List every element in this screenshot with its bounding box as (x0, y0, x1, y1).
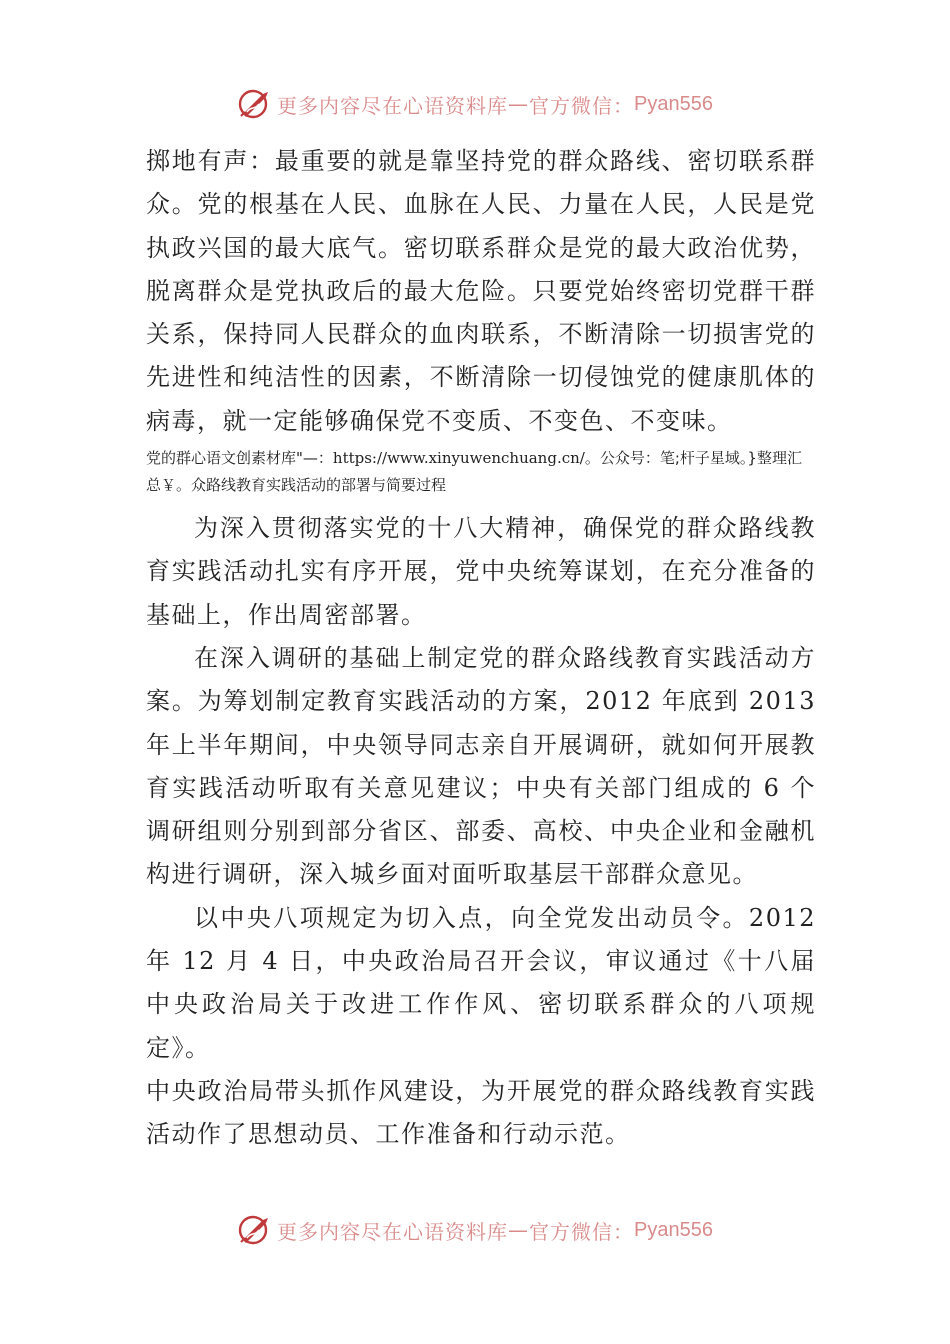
watermark-notice (146, 445, 816, 499)
banner-title: 更多内容尽在心语资料库 (277, 1219, 509, 1244)
banner-separator: — (508, 92, 530, 116)
document-body (146, 140, 816, 1157)
header-banner (0, 84, 950, 124)
footer-banner (0, 1210, 950, 1250)
pen-logo-icon (237, 86, 273, 122)
paragraph: 掷地有声：最重要的就是靠坚持党的群众路线、密切联系群众。党的根基在人民、血脉在人民、力量在人民，人民是党执政兴国的最大底气。密切联系群众是党的最大政治优势，脱离群众是党执政后的最大危险。只要党始终密切党群干群关系，保持同人民群众的血肉联系，不断清除一切损害党的先进性和纯洁性的因素，不断清除一切侵蚀党的健康肌体的病毒，就一定能够确保党不变质、不变色、不变味。 (146, 147, 816, 435)
notice-prefix: 党的群心语文创素材库"—： (146, 449, 333, 468)
notice-suffix: 。公众号：笔;杆子星域。}整理汇总￥。众路线教育实践活动的部署与简要过程 (146, 449, 802, 495)
banner-wechat-id: Pyan556 (634, 92, 713, 115)
notice-url: https://www.xinyuwenchuang.cn/ (332, 449, 585, 468)
pen-logo-icon (237, 1212, 273, 1248)
banner-separator: — (508, 1218, 530, 1242)
paragraph: 以中央八项规定为切入点，向全党发出动员令。2012 年 12 月 4 日，中央政治局召开会议，审议通过《十八届中央政治局关于改进工作作风、密切联系群众的八项规定》。 (146, 903, 816, 1062)
banner-wechat-label: 官方微信： (529, 93, 635, 118)
paragraph: 中央政治局带头抓作风建设，为开展党的群众路线教育实践活动作了思想动员、工作准备和行动示范。 (146, 1076, 816, 1149)
paragraph: 为深入贯彻落实党的十八大精神，确保党的群众路线教育实践活动扎实有序开展，党中央统筹谋划，在充分准备的基础上，作出周密部署。 (146, 514, 816, 629)
banner-wechat-id: Pyan556 (634, 1218, 713, 1241)
paragraph: 在深入调研的基础上制定党的群众路线教育实践活动方案。为筹划制定教育实践活动的方案，2012 年底到 2013 年上半年期间，中央领导同志亲自开展调研，就如何开展教育实践活动听取有关意见建议；中央有关部门组成的 6 个调研组则分别到部分省区、部委、高校、中央企业和金融机构进行调研，深入城乡面对面听取基层干部群众意见。 (146, 643, 816, 889)
banner-wechat-label: 官方微信： (529, 1219, 635, 1244)
banner-title: 更多内容尽在心语资料库 (277, 93, 509, 118)
